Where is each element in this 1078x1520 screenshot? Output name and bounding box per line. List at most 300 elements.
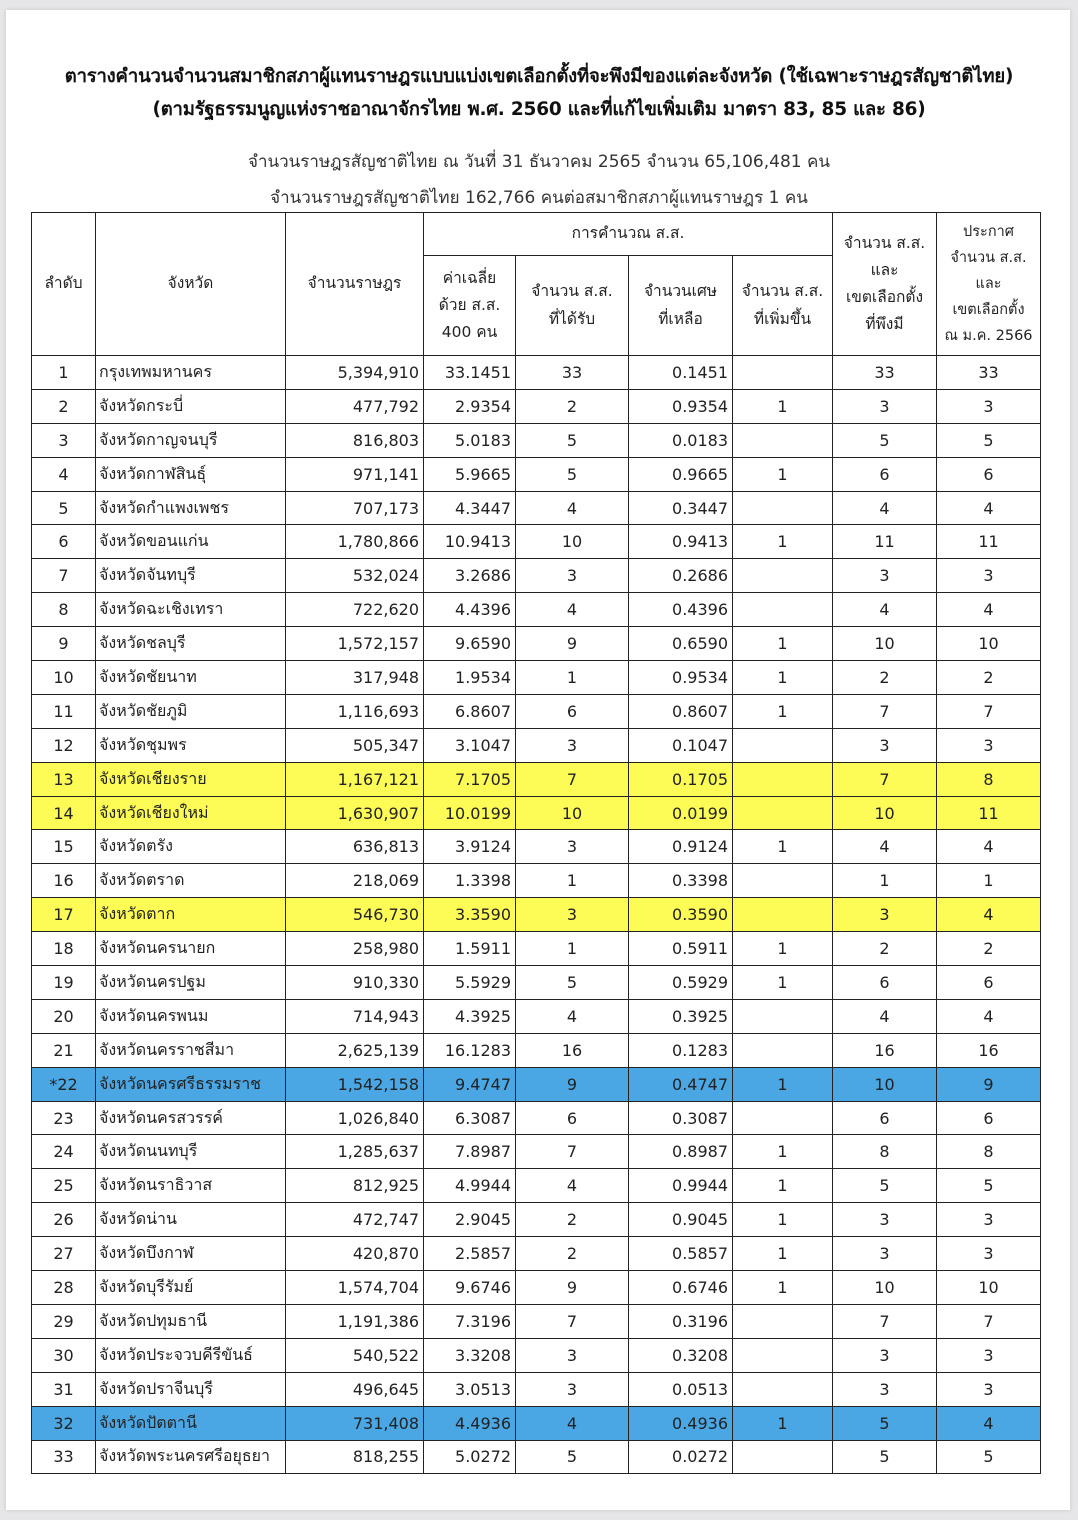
cell-added: 1 — [733, 457, 833, 491]
cell-order: 2 — [32, 389, 96, 423]
cell-announced: 11 — [937, 525, 1041, 559]
cell-province: จังหวัดกระบี่ — [96, 389, 286, 423]
cell-average: 5.0272 — [424, 1440, 516, 1474]
cell-total: 5 — [833, 1169, 937, 1203]
cell-received: 4 — [516, 1406, 629, 1440]
cell-received: 16 — [516, 1033, 629, 1067]
cell-total: 4 — [833, 830, 937, 864]
cell-received: 1 — [516, 661, 629, 695]
header-order: ลำดับ — [32, 213, 96, 356]
cell-total: 5 — [833, 1440, 937, 1474]
cell-order: 28 — [32, 1271, 96, 1305]
cell-order: 13 — [32, 762, 96, 796]
cell-population: 818,255 — [286, 1440, 424, 1474]
cell-average: 3.3208 — [424, 1338, 516, 1372]
cell-order: 18 — [32, 932, 96, 966]
population-summary: จำนวนราษฎรสัญชาติไทย ณ วันที่ 31 ธันวาคม 2565 จำนวน 65,106,481 คน — [248, 152, 830, 172]
table-row — [32, 1338, 1041, 1372]
cell-order: 6 — [32, 525, 96, 559]
cell-remainder: 0.4396 — [629, 593, 733, 627]
cell-province: จังหวัดนนทบุรี — [96, 1135, 286, 1169]
cell-received: 3 — [516, 898, 629, 932]
cell-total: 11 — [833, 525, 937, 559]
header-announced: ประกาศ จำนวน ส.ส. และ เขตเลือกตั้ง ณ ม.ค. 2566 — [937, 213, 1041, 356]
cell-received: 5 — [516, 423, 629, 457]
ratio-summary: จำนวนราษฎรสัญชาติไทย 162,766 คนต่อสมาชิกสภาผู้แทนราษฎร 1 คน — [270, 188, 808, 208]
cell-province: จังหวัดจันทบุรี — [96, 559, 286, 593]
header-calc-group: การคำนวณ ส.ส. — [424, 213, 833, 256]
cell-added — [733, 593, 833, 627]
cell-total: 3 — [833, 898, 937, 932]
cell-added — [733, 491, 833, 525]
cell-average: 4.3925 — [424, 999, 516, 1033]
cell-average: 3.9124 — [424, 830, 516, 864]
cell-added: 1 — [733, 1169, 833, 1203]
cell-remainder: 0.3398 — [629, 864, 733, 898]
cell-order: 4 — [32, 457, 96, 491]
cell-remainder: 0.3208 — [629, 1338, 733, 1372]
cell-remainder: 0.5929 — [629, 966, 733, 1000]
cell-total: 4 — [833, 491, 937, 525]
cell-received: 3 — [516, 830, 629, 864]
cell-order: 27 — [32, 1237, 96, 1271]
cell-total: 7 — [833, 762, 937, 796]
cell-remainder: 0.6590 — [629, 627, 733, 661]
header-total: จำนวน ส.ส. และ เขตเลือกตั้ง ที่พึงมี — [833, 213, 937, 356]
cell-received: 10 — [516, 796, 629, 830]
cell-announced: 2 — [937, 932, 1041, 966]
cell-total: 10 — [833, 627, 937, 661]
cell-received: 10 — [516, 525, 629, 559]
cell-order: *22 — [32, 1067, 96, 1101]
table-row — [32, 661, 1041, 695]
table-row — [32, 525, 1041, 559]
cell-total: 5 — [833, 1406, 937, 1440]
cell-added — [733, 898, 833, 932]
cell-remainder: 0.5857 — [629, 1237, 733, 1271]
cell-remainder: 0.2686 — [629, 559, 733, 593]
cell-announced: 4 — [937, 898, 1041, 932]
mp-allocation-table — [31, 212, 1041, 1474]
cell-received: 1 — [516, 864, 629, 898]
cell-added: 1 — [733, 932, 833, 966]
cell-remainder: 0.9413 — [629, 525, 733, 559]
cell-remainder: 0.3590 — [629, 898, 733, 932]
cell-average: 7.8987 — [424, 1135, 516, 1169]
cell-total: 1 — [833, 864, 937, 898]
table-row — [32, 830, 1041, 864]
cell-average: 4.3447 — [424, 491, 516, 525]
cell-average: 3.2686 — [424, 559, 516, 593]
cell-added — [733, 1338, 833, 1372]
cell-announced: 8 — [937, 762, 1041, 796]
cell-order: 7 — [32, 559, 96, 593]
cell-province: จังหวัดตาก — [96, 898, 286, 932]
cell-received: 7 — [516, 762, 629, 796]
cell-remainder: 0.1047 — [629, 728, 733, 762]
cell-province: จังหวัดนครพนม — [96, 999, 286, 1033]
table-row — [32, 559, 1041, 593]
cell-population: 812,925 — [286, 1169, 424, 1203]
cell-remainder: 0.3925 — [629, 999, 733, 1033]
cell-received: 4 — [516, 999, 629, 1033]
table-row — [32, 1135, 1041, 1169]
cell-population: 1,630,907 — [286, 796, 424, 830]
cell-total: 2 — [833, 661, 937, 695]
cell-order: 20 — [32, 999, 96, 1033]
cell-added — [733, 1440, 833, 1474]
document-title: ตารางคำนวนจำนวนสมาชิกสภาผู้แทนราษฎรแบบแบ่งเขตเลือกตั้งที่จะพึงมีของแต่ละจังหวัด (ใช้เฉพาะราษฎรสัญชาติไทย) — [64, 66, 1014, 87]
table-row — [32, 1033, 1041, 1067]
header-average: ค่าเฉลี่ย ด้วย ส.ส. 400 คน — [424, 256, 516, 356]
cell-remainder: 0.4936 — [629, 1406, 733, 1440]
table-row — [32, 898, 1041, 932]
cell-added: 1 — [733, 661, 833, 695]
cell-population: 1,574,704 — [286, 1271, 424, 1305]
cell-received: 2 — [516, 1237, 629, 1271]
table-row — [32, 1203, 1041, 1237]
cell-order: 16 — [32, 864, 96, 898]
cell-added: 1 — [733, 694, 833, 728]
cell-average: 3.0513 — [424, 1372, 516, 1406]
cell-population: 816,803 — [286, 423, 424, 457]
header-population: จำนวนราษฎร — [286, 213, 424, 356]
cell-announced: 3 — [937, 1372, 1041, 1406]
cell-average: 1.9534 — [424, 661, 516, 695]
cell-remainder: 0.9354 — [629, 389, 733, 423]
cell-population: 420,870 — [286, 1237, 424, 1271]
table-row — [32, 389, 1041, 423]
cell-province: จังหวัดนครศรีธรรมราช — [96, 1067, 286, 1101]
cell-province: จังหวัดชลบุรี — [96, 627, 286, 661]
table-row — [32, 1169, 1041, 1203]
cell-remainder: 0.5911 — [629, 932, 733, 966]
cell-received: 6 — [516, 1101, 629, 1135]
cell-province: กรุงเทพมหานคร — [96, 356, 286, 390]
cell-average: 2.5857 — [424, 1237, 516, 1271]
cell-order: 21 — [32, 1033, 96, 1067]
table-row — [32, 966, 1041, 1000]
table-row — [32, 762, 1041, 796]
cell-total: 3 — [833, 1338, 937, 1372]
cell-received: 3 — [516, 728, 629, 762]
cell-added — [733, 1304, 833, 1338]
cell-received: 3 — [516, 1338, 629, 1372]
cell-average: 2.9354 — [424, 389, 516, 423]
cell-total: 3 — [833, 1237, 937, 1271]
cell-added — [733, 423, 833, 457]
header-remainder: จำนวนเศษ ที่เหลือ — [629, 256, 733, 356]
cell-province: จังหวัดชัยนาท — [96, 661, 286, 695]
cell-added — [733, 796, 833, 830]
cell-total: 3 — [833, 1372, 937, 1406]
cell-remainder: 0.8987 — [629, 1135, 733, 1169]
cell-remainder: 0.3447 — [629, 491, 733, 525]
cell-announced: 6 — [937, 966, 1041, 1000]
cell-announced: 16 — [937, 1033, 1041, 1067]
cell-population: 2,625,139 — [286, 1033, 424, 1067]
cell-province: จังหวัดบึงกาฬ — [96, 1237, 286, 1271]
table-row — [32, 796, 1041, 830]
cell-added: 1 — [733, 525, 833, 559]
cell-received: 4 — [516, 1169, 629, 1203]
cell-average: 7.1705 — [424, 762, 516, 796]
cell-population: 477,792 — [286, 389, 424, 423]
cell-total: 3 — [833, 1203, 937, 1237]
table-row — [32, 694, 1041, 728]
cell-announced: 11 — [937, 796, 1041, 830]
cell-population: 1,285,637 — [286, 1135, 424, 1169]
cell-announced: 1 — [937, 864, 1041, 898]
cell-population: 971,141 — [286, 457, 424, 491]
cell-order: 19 — [32, 966, 96, 1000]
cell-added: 1 — [733, 627, 833, 661]
cell-announced: 3 — [937, 1338, 1041, 1372]
cell-average: 33.1451 — [424, 356, 516, 390]
table-row — [32, 593, 1041, 627]
cell-received: 5 — [516, 457, 629, 491]
cell-population: 532,024 — [286, 559, 424, 593]
cell-population: 1,780,866 — [286, 525, 424, 559]
cell-announced: 3 — [937, 1237, 1041, 1271]
table-row — [32, 627, 1041, 661]
cell-added — [733, 1033, 833, 1067]
cell-total: 8 — [833, 1135, 937, 1169]
cell-announced: 7 — [937, 1304, 1041, 1338]
header-received: จำนวน ส.ส. ที่ได้รับ — [516, 256, 629, 356]
cell-added — [733, 762, 833, 796]
cell-province: จังหวัดนครปฐม — [96, 966, 286, 1000]
cell-remainder: 0.0272 — [629, 1440, 733, 1474]
cell-average: 1.5911 — [424, 932, 516, 966]
cell-population: 5,394,910 — [286, 356, 424, 390]
table-row — [32, 1406, 1041, 1440]
cell-province: จังหวัดตราด — [96, 864, 286, 898]
cell-added: 1 — [733, 1237, 833, 1271]
table-row — [32, 1067, 1041, 1101]
cell-received: 3 — [516, 559, 629, 593]
cell-total: 10 — [833, 796, 937, 830]
cell-received: 7 — [516, 1135, 629, 1169]
cell-province: จังหวัดปัตตานี — [96, 1406, 286, 1440]
cell-total: 3 — [833, 728, 937, 762]
cell-order: 10 — [32, 661, 96, 695]
cell-province: จังหวัดเชียงใหม่ — [96, 796, 286, 830]
cell-added — [733, 864, 833, 898]
cell-announced: 3 — [937, 1203, 1041, 1237]
cell-order: 5 — [32, 491, 96, 525]
cell-average: 16.1283 — [424, 1033, 516, 1067]
cell-province: จังหวัดพระนครศรีอยุธยา — [96, 1440, 286, 1474]
cell-total: 2 — [833, 932, 937, 966]
table-row — [32, 999, 1041, 1033]
cell-announced: 4 — [937, 491, 1041, 525]
cell-order: 32 — [32, 1406, 96, 1440]
cell-order: 15 — [32, 830, 96, 864]
cell-province: จังหวัดชุมพร — [96, 728, 286, 762]
cell-total: 3 — [833, 389, 937, 423]
cell-announced: 4 — [937, 830, 1041, 864]
cell-order: 17 — [32, 898, 96, 932]
cell-remainder: 0.9665 — [629, 457, 733, 491]
cell-received: 9 — [516, 1271, 629, 1305]
table-row — [32, 356, 1041, 390]
cell-announced: 9 — [937, 1067, 1041, 1101]
cell-added: 1 — [733, 830, 833, 864]
cell-order: 8 — [32, 593, 96, 627]
cell-remainder: 0.0199 — [629, 796, 733, 830]
cell-province: จังหวัดเชียงราย — [96, 762, 286, 796]
cell-population: 1,167,121 — [286, 762, 424, 796]
cell-total: 10 — [833, 1067, 937, 1101]
cell-announced: 2 — [937, 661, 1041, 695]
cell-added: 1 — [733, 1067, 833, 1101]
cell-announced: 5 — [937, 1440, 1041, 1474]
cell-remainder: 0.0513 — [629, 1372, 733, 1406]
cell-province: จังหวัดนครราชสีมา — [96, 1033, 286, 1067]
cell-announced: 10 — [937, 627, 1041, 661]
cell-remainder: 0.9944 — [629, 1169, 733, 1203]
table-row — [32, 932, 1041, 966]
cell-announced: 5 — [937, 1169, 1041, 1203]
cell-remainder: 0.8607 — [629, 694, 733, 728]
cell-order: 12 — [32, 728, 96, 762]
cell-received: 4 — [516, 593, 629, 627]
cell-order: 3 — [32, 423, 96, 457]
cell-average: 5.9665 — [424, 457, 516, 491]
cell-remainder: 0.0183 — [629, 423, 733, 457]
cell-remainder: 0.3087 — [629, 1101, 733, 1135]
cell-received: 3 — [516, 1372, 629, 1406]
cell-population: 1,542,158 — [286, 1067, 424, 1101]
cell-added — [733, 559, 833, 593]
cell-announced: 4 — [937, 999, 1041, 1033]
cell-population: 1,191,386 — [286, 1304, 424, 1338]
cell-average: 10.0199 — [424, 796, 516, 830]
cell-added — [733, 999, 833, 1033]
cell-received: 2 — [516, 389, 629, 423]
cell-province: จังหวัดกาฬสินธุ์ — [96, 457, 286, 491]
cell-announced: 4 — [937, 593, 1041, 627]
cell-added: 1 — [733, 1135, 833, 1169]
cell-population: 714,943 — [286, 999, 424, 1033]
cell-remainder: 0.1451 — [629, 356, 733, 390]
cell-announced: 6 — [937, 457, 1041, 491]
cell-province: จังหวัดตรัง — [96, 830, 286, 864]
cell-announced: 3 — [937, 389, 1041, 423]
cell-order: 30 — [32, 1338, 96, 1372]
cell-received: 7 — [516, 1304, 629, 1338]
cell-average: 7.3196 — [424, 1304, 516, 1338]
cell-province: จังหวัดประจวบคีรีขันธ์ — [96, 1338, 286, 1372]
cell-received: 5 — [516, 1440, 629, 1474]
cell-order: 24 — [32, 1135, 96, 1169]
cell-average: 10.9413 — [424, 525, 516, 559]
cell-total: 4 — [833, 999, 937, 1033]
cell-average: 5.0183 — [424, 423, 516, 457]
cell-population: 731,408 — [286, 1406, 424, 1440]
cell-order: 11 — [32, 694, 96, 728]
document-title-line2: (ตามรัฐธรรมนูญแห่งราชอาณาจักรไทย พ.ศ. 2560 และที่แก้ไขเพิ่มเติม มาตรา 83, 85 และ 86) — [152, 99, 926, 120]
cell-order: 25 — [32, 1169, 96, 1203]
cell-order: 1 — [32, 356, 96, 390]
table-row — [32, 1271, 1041, 1305]
cell-population: 722,620 — [286, 593, 424, 627]
cell-total: 6 — [833, 966, 937, 1000]
cell-average: 4.9944 — [424, 1169, 516, 1203]
cell-total: 3 — [833, 559, 937, 593]
cell-population: 1,572,157 — [286, 627, 424, 661]
table-row — [32, 1372, 1041, 1406]
cell-announced: 5 — [937, 423, 1041, 457]
cell-population: 636,813 — [286, 830, 424, 864]
cell-province: จังหวัดฉะเชิงเทรา — [96, 593, 286, 627]
cell-total: 4 — [833, 593, 937, 627]
cell-total: 33 — [833, 356, 937, 390]
cell-added: 1 — [733, 1271, 833, 1305]
header-province: จังหวัด — [96, 213, 286, 356]
cell-remainder: 0.6746 — [629, 1271, 733, 1305]
cell-order: 26 — [32, 1203, 96, 1237]
cell-received: 9 — [516, 627, 629, 661]
cell-total: 5 — [833, 423, 937, 457]
cell-received: 4 — [516, 491, 629, 525]
cell-announced: 33 — [937, 356, 1041, 390]
cell-total: 6 — [833, 457, 937, 491]
cell-province: จังหวัดกาญจนบุรี — [96, 423, 286, 457]
cell-remainder: 0.3196 — [629, 1304, 733, 1338]
cell-remainder: 0.9124 — [629, 830, 733, 864]
cell-population: 317,948 — [286, 661, 424, 695]
cell-population: 1,116,693 — [286, 694, 424, 728]
cell-province: จังหวัดปทุมธานี — [96, 1304, 286, 1338]
header-added: จำนวน ส.ส. ที่เพิ่มขึ้น — [733, 256, 833, 356]
cell-province: จังหวัดบุรีรัมย์ — [96, 1271, 286, 1305]
cell-population: 910,330 — [286, 966, 424, 1000]
cell-announced: 7 — [937, 694, 1041, 728]
cell-province: จังหวัดชัยภูมิ — [96, 694, 286, 728]
cell-total: 16 — [833, 1033, 937, 1067]
cell-population: 258,980 — [286, 932, 424, 966]
cell-average: 1.3398 — [424, 864, 516, 898]
cell-announced: 3 — [937, 728, 1041, 762]
cell-added: 1 — [733, 966, 833, 1000]
cell-population: 472,747 — [286, 1203, 424, 1237]
table-row — [32, 423, 1041, 457]
cell-average: 6.8607 — [424, 694, 516, 728]
cell-added: 1 — [733, 389, 833, 423]
cell-received: 9 — [516, 1067, 629, 1101]
cell-average: 3.1047 — [424, 728, 516, 762]
cell-added — [733, 356, 833, 390]
cell-average: 2.9045 — [424, 1203, 516, 1237]
cell-average: 4.4936 — [424, 1406, 516, 1440]
cell-total: 6 — [833, 1101, 937, 1135]
cell-population: 496,645 — [286, 1372, 424, 1406]
cell-remainder: 0.1705 — [629, 762, 733, 796]
cell-remainder: 0.9534 — [629, 661, 733, 695]
cell-announced: 10 — [937, 1271, 1041, 1305]
cell-province: จังหวัดขอนแก่น — [96, 525, 286, 559]
cell-population: 1,026,840 — [286, 1101, 424, 1135]
cell-added — [733, 728, 833, 762]
cell-received: 33 — [516, 356, 629, 390]
cell-average: 9.6746 — [424, 1271, 516, 1305]
cell-announced: 3 — [937, 559, 1041, 593]
cell-average: 5.5929 — [424, 966, 516, 1000]
table-row — [32, 1440, 1041, 1474]
cell-province: จังหวัดนราธิวาส — [96, 1169, 286, 1203]
